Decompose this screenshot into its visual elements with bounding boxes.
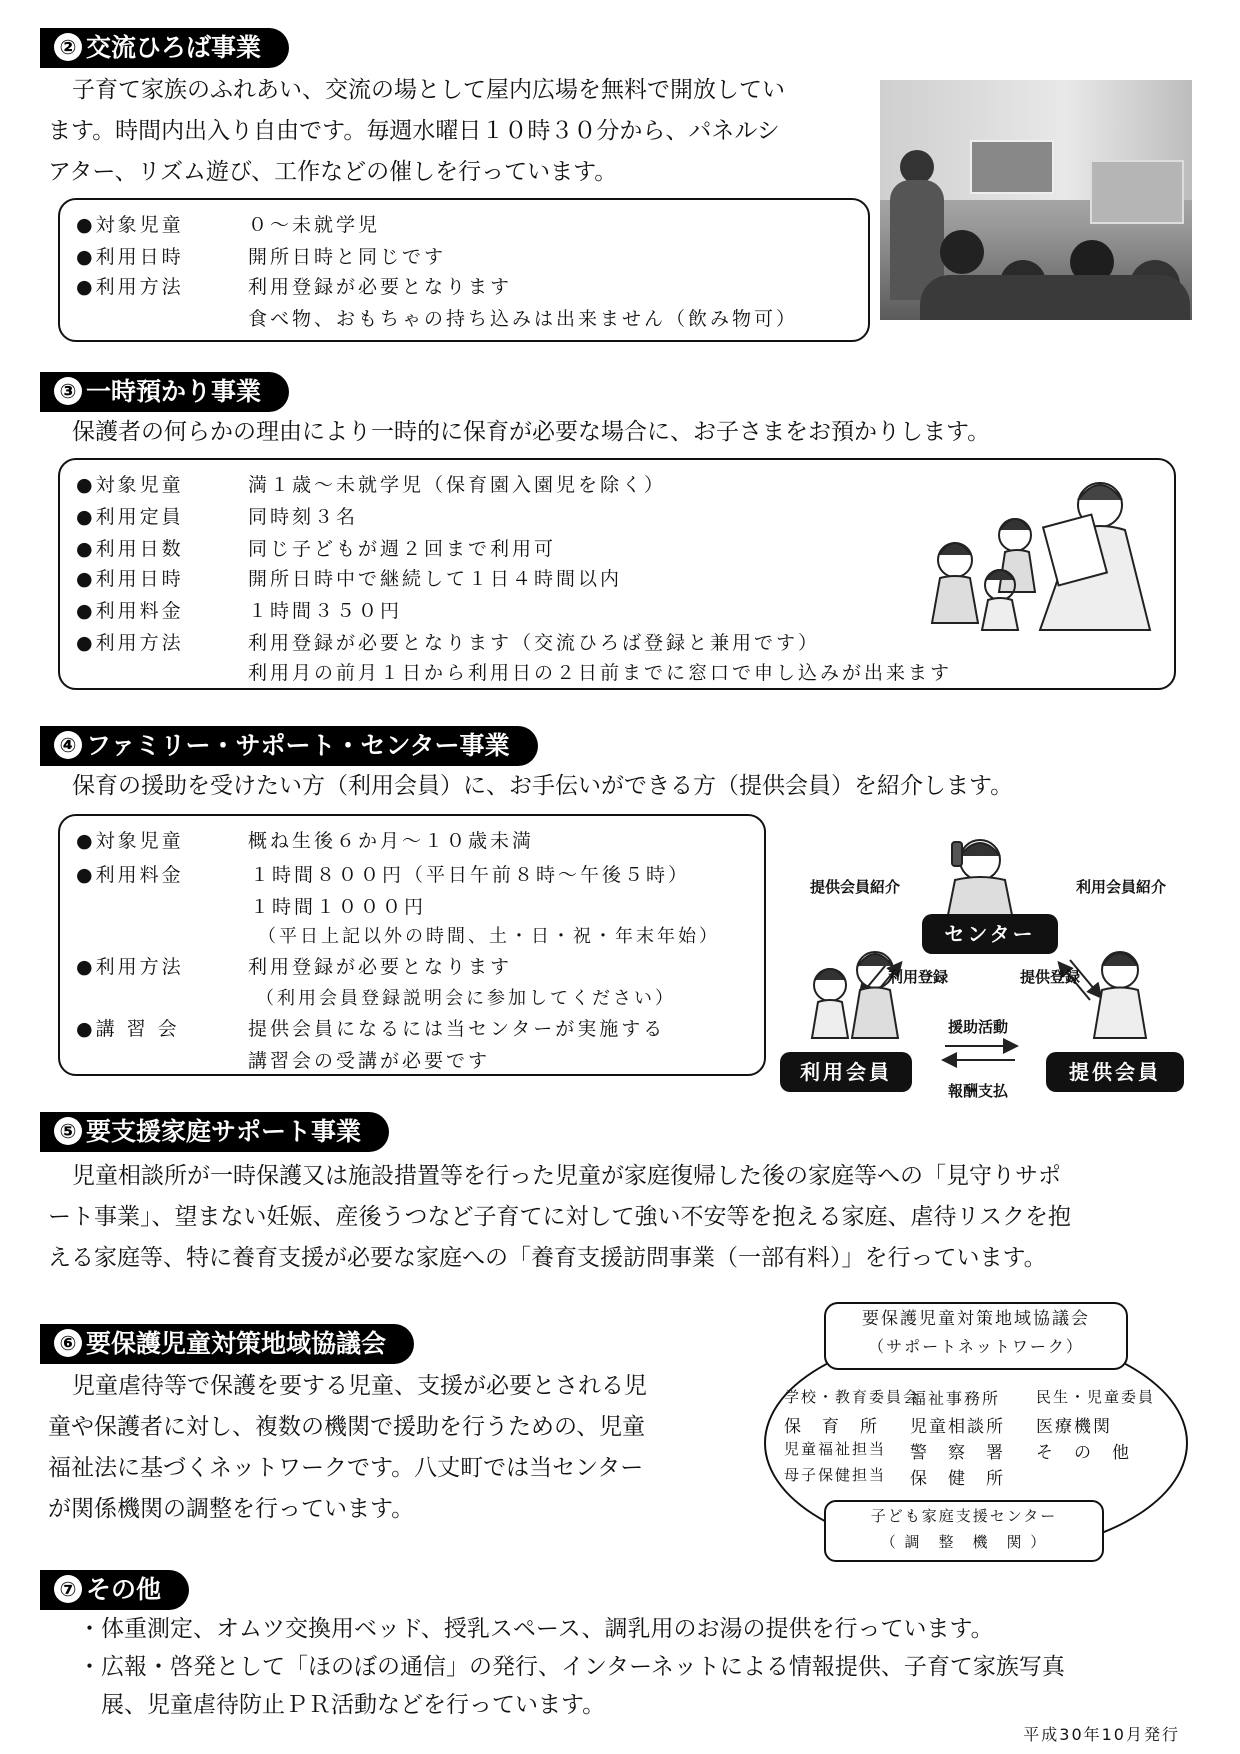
label-support: 援助活動 [948, 1018, 1009, 1036]
info-value: １時間８００円（平日午前８時～午後５時） [250, 864, 691, 886]
text-line: ・体重測定、オムツ交換用ベッド、授乳スペース、調乳用のお湯の提供を行っています。 [78, 1616, 994, 1642]
org-item: 保 健 所 [910, 1469, 1005, 1489]
info-row: ●利用方法 [76, 276, 184, 298]
section-header-s4 [40, 726, 538, 766]
info-value: １時間１０００円 [250, 896, 427, 918]
org-item: 学校・教育委員会 [784, 1388, 921, 1406]
section-header-s6 [40, 1324, 414, 1364]
section-title: 一時預かり事業 [86, 377, 262, 406]
org-item: 児童相談所 [910, 1417, 1005, 1437]
label-intro-provider: 提供会員紹介 [810, 878, 901, 896]
info-row: ●利用日時 [76, 568, 184, 590]
section-number: ④ [54, 731, 82, 759]
section-number: ⑥ [54, 1329, 82, 1357]
text-line: 児童相談所が一時保護又は施設措置等を行った児童が家庭復帰した後の家庭等への「見守りサポ [72, 1163, 1061, 1189]
issue-date: 平成30年10月発行 [1023, 1725, 1180, 1744]
user-member-node: 利用会員 [780, 1052, 912, 1092]
info-value: 利用登録が必要となります [248, 276, 513, 298]
info-value: 講習会の受講が必要です [248, 1050, 491, 1072]
section-number: ⑤ [54, 1117, 82, 1145]
section-number: ③ [54, 377, 82, 405]
label-payment: 報酬支払 [948, 1082, 1009, 1100]
hub-name: 子ども家庭支援センター [870, 1507, 1058, 1525]
text-line: ート事業」、望まない妊娠、産後うつなど子育てに対して強い不安等を抱える家庭、虐待リスクを抱 [48, 1204, 1072, 1230]
text-line: が関係機関の調整を行っています。 [48, 1496, 415, 1522]
info-value: （利用会員登録説明会に参加してください） [256, 988, 676, 1009]
text-line: 展、児童虐待防止ＰＲ活動などを行っています。 [78, 1692, 606, 1718]
section-title: ファミリー・サポート・センター事業 [86, 731, 510, 760]
info-value: （平日上記以外の時間、土・日・祝・年末年始） [258, 926, 720, 947]
provider-member-node: 提供会員 [1046, 1052, 1184, 1092]
text-line: ます。時間内出入り自由です。毎週水曜日１０時３０分から、パネルシ [48, 118, 780, 144]
hub-role: （ 調 整 機 関 ） [880, 1533, 1048, 1551]
info-row: ●対象児童 [76, 474, 184, 496]
info-row: ●利用日時 [76, 246, 184, 268]
network-title: 要保護児童対策地域協議会 [862, 1309, 1090, 1329]
info-value: 開所日時と同じです [248, 246, 447, 268]
section-number: ② [54, 33, 82, 61]
info-value: １時間３５０円 [248, 600, 403, 622]
photo-playroom [880, 80, 1192, 320]
section-title: 交流ひろば事業 [86, 33, 262, 62]
org-item: 保 育 所 [784, 1417, 879, 1437]
info-value: 提供会員になるには当センターが実施する [248, 1018, 666, 1040]
org-item: 医療機関 [1036, 1417, 1112, 1437]
info-value: 食べ物、おもちゃの持ち込みは出来ません（飲み物可） [248, 308, 799, 330]
section-header-s3 [40, 372, 289, 412]
center-node: センター [922, 914, 1058, 954]
org-item: 民生・児童委員 [1036, 1388, 1156, 1406]
text-line: 童や保護者に対し、複数の機関で援助を行うための、児童 [48, 1414, 646, 1440]
info-row: ●利用日数 [76, 538, 184, 560]
info-row: ●利用方法 [76, 956, 184, 978]
section-header-s2 [40, 28, 289, 68]
org-item: 母子保健担当 [784, 1466, 887, 1484]
section-header-s5 [40, 1112, 389, 1152]
info-row: ●利用定員 [76, 506, 184, 528]
label-reg-provider: 提供登録 [1020, 968, 1081, 986]
info-value: 同時刻３名 [248, 506, 359, 528]
section-body-s6 [48, 1366, 738, 1530]
section-body-s7 [78, 1610, 1208, 1724]
section-body-s4 [48, 766, 1198, 807]
illustration-storytime [900, 460, 1170, 640]
network-hub-box [824, 1500, 1104, 1562]
section-title: その他 [86, 1575, 162, 1604]
info-value: 利用登録が必要となります（交流ひろば登録と兼用です） [248, 632, 821, 654]
info-value: 利用登録が必要となります [248, 956, 513, 978]
text-line: 福祉法に基づくネットワークです。八丈町では当センター [48, 1455, 644, 1481]
section-body-s5 [48, 1156, 1208, 1279]
info-value: 満１歳～未就学児（保育園入園児を除く） [248, 474, 667, 496]
info-value: 概ね生後６か月～１０歳未満 [248, 830, 535, 852]
section-header-s7 [40, 1570, 189, 1610]
info-value: ０～未就学児 [248, 214, 381, 236]
text-line: 保護者の何らかの理由により一時的に保育が必要な場合に、お子さまをお預かりします。 [72, 419, 991, 445]
section-title: 要支援家庭サポート事業 [86, 1117, 362, 1146]
info-value: 利用月の前月１日から利用日の２日前までに窓口で申し込みが出来ます [248, 662, 953, 684]
org-item: 警 察 署 [910, 1443, 1005, 1463]
text-line: 子育て家族のふれあい、交流の場として屋内広場を無料で開放してい [72, 77, 785, 103]
section-number: ⑦ [54, 1575, 82, 1603]
text-line: える家庭等、特に養育支援が必要な家庭への「養育支援訪問事業（一部有料）」を行っています。 [48, 1245, 1047, 1271]
info-row: ●対象児童 [76, 830, 184, 852]
info-row: ●利用料金 [76, 600, 184, 622]
label-reg-user: 利用登録 [888, 968, 949, 986]
network-subtitle: （サポートネットワーク） [868, 1337, 1084, 1356]
text-line: 保育の援助を受けたい方（利用会員）に、お手伝いができる方（提供会員）を紹介します。 [72, 773, 1014, 799]
info-row: ●対象児童 [76, 214, 184, 236]
section-body-s3 [48, 412, 1198, 453]
section-title: 要保護児童対策地域協議会 [86, 1329, 387, 1358]
org-item: 児童福祉担当 [784, 1440, 887, 1458]
info-row: ●講 習 会 [76, 1018, 180, 1040]
info-row: ●利用方法 [76, 632, 184, 654]
label-intro-user: 利用会員紹介 [1076, 878, 1167, 896]
text-line: アター、リズム遊び、工作などの催しを行っています。 [48, 159, 618, 185]
org-item: そ の 他 [1036, 1443, 1131, 1463]
info-value: 同じ子どもが週２回まで利用可 [248, 538, 557, 560]
info-value: 開所日時中で継続して１日４時間以内 [248, 568, 623, 590]
network-title-box [824, 1302, 1128, 1370]
org-item: 福祉事務所 [910, 1389, 1001, 1408]
text-line: ・広報・啓発として「ほのぼの通信」の発行、インターネットによる情報提供、子育て家族写真 [78, 1654, 1065, 1680]
info-row: ●利用料金 [76, 864, 184, 886]
text-line: 児童虐待等で保護を要する児童、支援が必要とされる児 [72, 1373, 647, 1399]
section-body-s2 [48, 70, 878, 193]
